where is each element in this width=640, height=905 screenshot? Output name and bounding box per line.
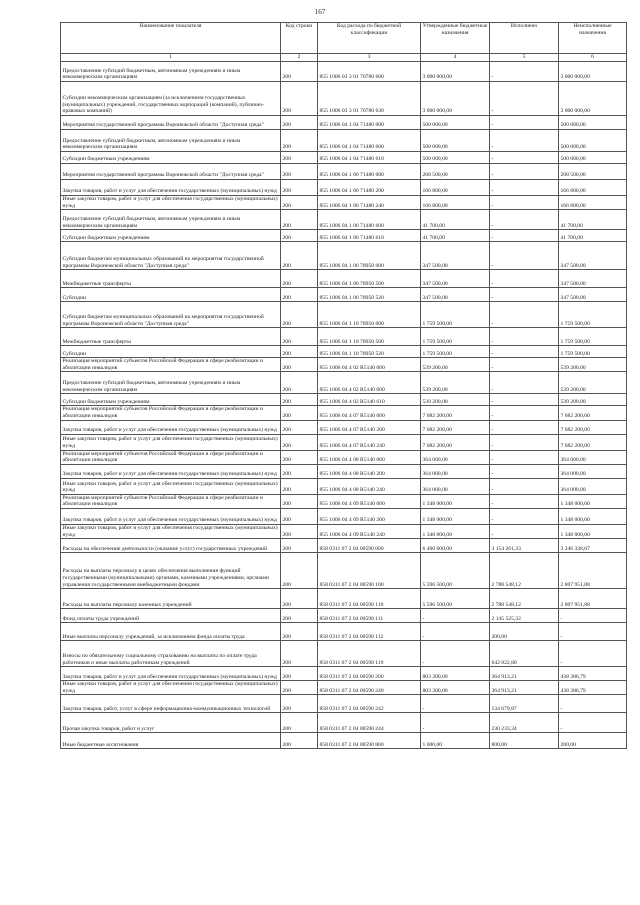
row-executed-cell: - [490, 394, 559, 406]
row-approved-cell: - [421, 623, 490, 641]
row-budget-code-cell: 858 0311 07 2 04 00590 119 [318, 641, 421, 667]
row-budget-code-cell: 855 1006 04 4 02 R5140 600 [318, 372, 421, 394]
row-unexecuted-cell: 41 700,00 [559, 210, 627, 230]
row-line-code-cell: 200 [281, 623, 318, 641]
row-line-code-cell: 200 [281, 164, 318, 180]
row-unexecuted-cell: - [559, 609, 627, 623]
row-unexecuted-cell: 364 000,00 [559, 464, 627, 478]
row-budget-code-cell: 855 1006 04 1 10 78950 000 [318, 302, 421, 328]
row-line-code-cell: 200 [281, 524, 318, 538]
table-row [61, 553, 627, 589]
row-line-code-cell: 200 [281, 152, 318, 164]
row-approved-cell: 347 500,00 [421, 288, 490, 302]
row-budget-code-cell: 855 1006 04 4 07 R5140 000 [318, 406, 421, 420]
row-executed-cell: - [490, 464, 559, 478]
row-unexecuted-cell: 539 200,00 [559, 372, 627, 394]
row-executed-cell: - [490, 508, 559, 524]
row-executed-cell: - [490, 62, 559, 82]
row-line-code-cell: 200 [281, 62, 318, 82]
row-executed-cell: 2 788 548,12 [490, 553, 559, 589]
row-budget-code-cell: 855 1006 04 1 06 78950 500 [318, 270, 421, 288]
row-unexecuted-cell: 166 800,00 [559, 196, 627, 210]
row-unexecuted-cell: 500 000,00 [559, 152, 627, 164]
row-executed-cell: 800,00 [490, 733, 559, 749]
row-line-code-cell: 200 [281, 733, 318, 749]
row-budget-code-cell: 855 1006 04 4 07 R5140 240 [318, 434, 421, 450]
table-row [61, 494, 627, 508]
row-line-code-cell: 200 [281, 302, 318, 328]
table-row [61, 62, 627, 82]
row-budget-code-cell: 855 1006 03 3 01 70780 600 [318, 62, 421, 82]
row-executed-cell: - [490, 130, 559, 152]
table-row [61, 609, 627, 623]
row-name-cell: Предоставление субсидий бюджетным, автономным учреждениям и иным некоммерческим организациям [61, 62, 281, 82]
row-budget-code-cell: 858 0311 07 2 04 00590 800 [318, 733, 421, 749]
row-executed-cell: - [490, 478, 559, 494]
table-row [61, 524, 627, 538]
row-unexecuted-cell: 1 348 000,00 [559, 524, 627, 538]
header-unexecuted: Неисполненные назначения [559, 23, 627, 54]
table-row [61, 116, 627, 130]
row-line-code-cell: 200 [281, 242, 318, 270]
header-executed: Исполнено [490, 23, 559, 54]
row-executed-cell: - [490, 242, 559, 270]
row-name-cell: Расходы на обеспечение деятельности (оказание услуг) государственных учреждений [61, 539, 281, 553]
row-approved-cell: 1 759 500,00 [421, 302, 490, 328]
row-line-code-cell: 200 [281, 420, 318, 434]
row-unexecuted-cell: 41 700,00 [559, 230, 627, 242]
row-executed-cell: 2 145 525,32 [490, 609, 559, 623]
table-row [61, 230, 627, 242]
row-budget-code-cell: 855 1006 04 1 06 71480 200 [318, 180, 421, 196]
row-budget-code-cell: 855 1006 04 4 02 R5140 610 [318, 394, 421, 406]
header-name: Наименование показателя [61, 23, 281, 54]
row-approved-cell: 7 682 200,00 [421, 434, 490, 450]
row-name-cell: Реализация мероприятий субъектов Российской Федерации в сфере реабилитации и абилитации инвалидов [61, 494, 281, 508]
row-name-cell: Закупка товаров, работ и услуг для обеспечения государственных (муниципальных) нужд [61, 508, 281, 524]
row-name-cell: Предоставление субсидий бюджетным, автономным учреждениям и иным некоммерческим организациям [61, 372, 281, 394]
row-approved-cell: 500 000,00 [421, 116, 490, 130]
row-approved-cell: - [421, 609, 490, 623]
row-line-code-cell: 200 [281, 116, 318, 130]
row-unexecuted-cell: 1 348 000,00 [559, 508, 627, 524]
row-budget-code-cell: 855 1006 04 4 09 R5140 000 [318, 494, 421, 508]
row-name-cell: Закупка товаров, работ, услуг в сфере информационно-коммуникационных технологий [61, 695, 281, 713]
row-unexecuted-cell: 539 200,00 [559, 358, 627, 372]
table-row [61, 302, 627, 328]
row-budget-code-cell: 855 1006 04 1 10 78950 520 [318, 346, 421, 358]
row-line-code-cell: 200 [281, 346, 318, 358]
row-approved-cell: 5 596 500,00 [421, 553, 490, 589]
row-unexecuted-cell: - [559, 713, 627, 733]
row-name-cell: Иные закупки товаров, работ и услуг для обеспечения государственных (муниципальных) нужд [61, 478, 281, 494]
table-row [61, 713, 627, 733]
table-row [61, 346, 627, 358]
row-executed-cell: - [490, 406, 559, 420]
table-row [61, 695, 627, 713]
row-budget-code-cell: 855 1006 04 1 06 71480 600 [318, 210, 421, 230]
row-approved-cell: 364 000,00 [421, 464, 490, 478]
row-budget-code-cell: 855 1006 04 1 10 78950 500 [318, 328, 421, 346]
row-approved-cell: 6 400 600,00 [421, 539, 490, 553]
row-executed-cell: - [490, 420, 559, 434]
row-approved-cell: 803 300,00 [421, 667, 490, 681]
row-line-code-cell: 200 [281, 82, 318, 116]
row-name-cell: Закупка товаров, работ и услуг для обеспечения государственных (муниципальных) нужд [61, 180, 281, 196]
row-line-code-cell: 200 [281, 130, 318, 152]
row-unexecuted-cell: 1 348 000,00 [559, 494, 627, 508]
row-line-code-cell: 200 [281, 372, 318, 394]
row-name-cell: Субсидии бюджетным учреждениям [61, 394, 281, 406]
row-executed-cell: - [490, 152, 559, 164]
row-budget-code-cell: 855 1006 04 4 08 R5140 000 [318, 450, 421, 464]
row-line-code-cell: 200 [281, 210, 318, 230]
row-executed-cell: - [490, 434, 559, 450]
row-unexecuted-cell: 3 246 338,67 [559, 539, 627, 553]
table-body [61, 62, 627, 749]
row-budget-code-cell: 855 1006 04 1 06 71480 000 [318, 164, 421, 180]
row-line-code-cell: 200 [281, 667, 318, 681]
row-unexecuted-cell: 500 000,00 [559, 130, 627, 152]
table-row [61, 358, 627, 372]
row-approved-cell: - [421, 713, 490, 733]
row-budget-code-cell: 858 0311 07 2 04 00590 242 [318, 695, 421, 713]
table-row [61, 196, 627, 210]
row-budget-code-cell: 855 1006 04 1 06 71480 240 [318, 196, 421, 210]
row-approved-cell: - [421, 641, 490, 667]
table-row [61, 210, 627, 230]
row-name-cell: Мероприятия государственной программы Воронежской области "Доступная среда" [61, 164, 281, 180]
row-line-code-cell: 200 [281, 270, 318, 288]
row-budget-code-cell: 855 1006 04 4 09 R5140 200 [318, 508, 421, 524]
row-unexecuted-cell: 347 500,00 [559, 242, 627, 270]
table-row [61, 288, 627, 302]
row-executed-cell: - [490, 196, 559, 210]
table-row [61, 434, 627, 450]
row-executed-cell: - [490, 328, 559, 346]
table-row [61, 130, 627, 152]
row-name-cell: Прочая закупка товаров, работ и услуг [61, 713, 281, 733]
row-executed-cell: 2 788 548,12 [490, 589, 559, 609]
row-name-cell: Иные бюджетные ассигнования [61, 733, 281, 749]
row-unexecuted-cell: 500 000,00 [559, 116, 627, 130]
row-approved-cell: 3 000 000,00 [421, 62, 490, 82]
row-line-code-cell: 200 [281, 478, 318, 494]
row-executed-cell: 134 679,87 [490, 695, 559, 713]
row-unexecuted-cell: 166 800,00 [559, 180, 627, 196]
row-executed-cell: - [490, 270, 559, 288]
row-unexecuted-cell: 438 386,79 [559, 681, 627, 695]
row-approved-cell: 7 682 200,00 [421, 406, 490, 420]
row-line-code-cell: 200 [281, 328, 318, 346]
row-line-code-cell: 200 [281, 450, 318, 464]
row-approved-cell: 1 348 000,00 [421, 524, 490, 538]
row-approved-cell: 41 700,00 [421, 210, 490, 230]
row-name-cell: Фонд оплаты труда учреждений [61, 609, 281, 623]
row-executed-cell: - [490, 116, 559, 130]
row-name-cell: Закупка товаров, работ и услуг для обеспечения государственных (муниципальных) нужд [61, 464, 281, 478]
row-executed-cell: - [490, 524, 559, 538]
row-executed-cell: - [490, 180, 559, 196]
row-budget-code-cell: 858 0311 07 2 04 00590 111 [318, 609, 421, 623]
row-name-cell: Мероприятия государственной программы Воронежской области "Доступная среда" [61, 116, 281, 130]
row-approved-cell: 539 200,00 [421, 394, 490, 406]
row-name-cell: Реализация мероприятий субъектов Российской Федерации в сфере реабилитации и абилитации инвалидов [61, 358, 281, 372]
row-budget-code-cell: 855 1006 04 1 06 71480 610 [318, 230, 421, 242]
row-budget-code-cell: 855 1006 04 1 04 71480 600 [318, 130, 421, 152]
row-approved-cell: 347 500,00 [421, 242, 490, 270]
row-executed-cell: 230 233,34 [490, 713, 559, 733]
row-executed-cell: - [490, 288, 559, 302]
row-executed-cell: - [490, 494, 559, 508]
row-name-cell: Иные закупки товаров, работ и услуг для обеспечения государственных (муниципальных) нужд [61, 434, 281, 450]
row-line-code-cell: 200 [281, 589, 318, 609]
row-approved-cell: 1 348 000,00 [421, 494, 490, 508]
table-row [61, 242, 627, 270]
row-executed-cell: - [490, 230, 559, 242]
row-approved-cell: 539 200,00 [421, 372, 490, 394]
table-row [61, 270, 627, 288]
row-budget-code-cell: 858 0311 07 2 04 00590 200 [318, 667, 421, 681]
table-row [61, 406, 627, 420]
row-approved-cell: 803 300,00 [421, 681, 490, 695]
row-line-code-cell: 200 [281, 681, 318, 695]
column-number: 3 [318, 54, 421, 62]
row-name-cell: Межбюджетные трансферты [61, 270, 281, 288]
header-budget-code: Код расхода по бюджетной классификации [318, 23, 421, 54]
row-approved-cell: 364 000,00 [421, 450, 490, 464]
row-name-cell: Расходы на выплаты персоналу казенных учреждений [61, 589, 281, 609]
row-unexecuted-cell: - [559, 641, 627, 667]
table-row [61, 82, 627, 116]
row-line-code-cell: 200 [281, 508, 318, 524]
row-line-code-cell: 200 [281, 288, 318, 302]
row-approved-cell: 166 800,00 [421, 180, 490, 196]
table-row [61, 450, 627, 464]
row-name-cell: Субсидии бюджетным учреждениям [61, 230, 281, 242]
row-approved-cell: 7 682 200,00 [421, 420, 490, 434]
row-name-cell: Расходы на выплаты персоналу в целях обеспечения выполнения функций государственными (муниципальными) органами, казенными учреждениями, органами управления государственными внебюджетными фондами [61, 553, 281, 589]
row-line-code-cell: 200 [281, 641, 318, 667]
row-budget-code-cell: 855 1006 04 4 08 R5140 200 [318, 464, 421, 478]
row-line-code-cell: 200 [281, 434, 318, 450]
row-unexecuted-cell: 7 682 200,00 [559, 406, 627, 420]
row-name-cell: Иные выплаты персоналу учреждений, за исключением фонда оплаты труда [61, 623, 281, 641]
row-budget-code-cell: 855 1006 04 4 07 R5140 200 [318, 420, 421, 434]
row-line-code-cell: 200 [281, 494, 318, 508]
table-row [61, 164, 627, 180]
column-number-row [61, 54, 627, 62]
column-number: 2 [281, 54, 318, 62]
row-executed-cell: - [490, 346, 559, 358]
row-name-cell: Субсидии бюджетным учреждениям [61, 152, 281, 164]
table-row [61, 180, 627, 196]
row-executed-cell: - [490, 164, 559, 180]
header-row [61, 23, 627, 54]
row-unexecuted-cell: 2 807 951,88 [559, 589, 627, 609]
header-line-code: Код строки [281, 23, 318, 54]
row-name-cell: Субсидии бюджетам муниципальных образований на мероприятия государственной программы Воронежской области "Доступная среда" [61, 302, 281, 328]
table-row [61, 508, 627, 524]
row-budget-code-cell: 855 1006 04 1 04 71480 000 [318, 116, 421, 130]
row-name-cell: Субсидии [61, 288, 281, 302]
column-number: 6 [559, 54, 627, 62]
row-approved-cell: - [421, 695, 490, 713]
row-approved-cell: 166 800,00 [421, 196, 490, 210]
table-row [61, 420, 627, 434]
row-name-cell: Субсидии некоммерческим организациям (за исключением государственных (муниципальных) учреждений, государственных корпораций (компаний), публично-правовых компаний) [61, 82, 281, 116]
row-executed-cell: - [490, 450, 559, 464]
row-line-code-cell: 200 [281, 713, 318, 733]
row-unexecuted-cell: 7 682 200,00 [559, 434, 627, 450]
row-name-cell: Предоставление субсидий бюджетным, автономным учреждениям и иным некоммерческим организациям [61, 130, 281, 152]
row-budget-code-cell: 858 0311 07 2 04 00590 110 [318, 589, 421, 609]
row-line-code-cell: 200 [281, 394, 318, 406]
row-approved-cell: 208 500,00 [421, 164, 490, 180]
row-executed-cell: - [490, 302, 559, 328]
table-row [61, 464, 627, 478]
row-name-cell: Реализация мероприятий субъектов Российской Федерации в сфере реабилитации и абилитации инвалидов [61, 450, 281, 464]
row-unexecuted-cell: 3 000 000,00 [559, 62, 627, 82]
row-unexecuted-cell: 364 000,00 [559, 450, 627, 464]
budget-report-table [60, 22, 627, 749]
header-approved: Утвержденные бюджетные назначения [421, 23, 490, 54]
row-line-code-cell: 200 [281, 406, 318, 420]
row-budget-code-cell: 855 1006 04 4 02 R5140 000 [318, 358, 421, 372]
row-unexecuted-cell: 200,00 [559, 733, 627, 749]
table-row [61, 641, 627, 667]
row-name-cell: Закупка товаров, работ и услуг для обеспечения государственных (муниципальных) нужд [61, 420, 281, 434]
row-budget-code-cell: 855 1006 04 4 09 R5140 240 [318, 524, 421, 538]
row-executed-cell: - [490, 82, 559, 116]
row-executed-cell: - [490, 372, 559, 394]
row-line-code-cell: 200 [281, 553, 318, 589]
row-budget-code-cell: 858 0311 07 2 04 00590 000 [318, 539, 421, 553]
row-line-code-cell: 200 [281, 464, 318, 478]
row-budget-code-cell: 858 0311 07 2 04 00590 244 [318, 713, 421, 733]
row-budget-code-cell: 855 1006 04 1 06 78950 520 [318, 288, 421, 302]
table-row [61, 623, 627, 641]
row-unexecuted-cell: - [559, 623, 627, 641]
row-name-cell: Иные закупки товаров, работ и услуг для обеспечения государственных (муниципальных) нужд [61, 681, 281, 695]
row-approved-cell: 1 759 500,00 [421, 346, 490, 358]
table-row [61, 328, 627, 346]
row-unexecuted-cell: 438 386,79 [559, 667, 627, 681]
row-budget-code-cell: 855 1006 04 4 08 R5140 240 [318, 478, 421, 494]
table-row [61, 681, 627, 695]
row-unexecuted-cell: 1 759 500,00 [559, 346, 627, 358]
row-name-cell: Реализация мероприятий субъектов Российской Федерации в сфере реабилитации и абилитации инвалидов [61, 406, 281, 420]
row-approved-cell: 347 500,00 [421, 270, 490, 288]
row-unexecuted-cell: 1 759 500,00 [559, 328, 627, 346]
table-row [61, 394, 627, 406]
row-unexecuted-cell: 208 500,00 [559, 164, 627, 180]
row-unexecuted-cell: 347 500,00 [559, 288, 627, 302]
row-unexecuted-cell: 364 000,00 [559, 478, 627, 494]
row-line-code-cell: 200 [281, 695, 318, 713]
row-approved-cell: 1 348 000,00 [421, 508, 490, 524]
row-name-cell: Субсидии бюджетам муниципальных образований на мероприятия государственной программы Воронежской области "Доступная среда" [61, 242, 281, 270]
table-row [61, 667, 627, 681]
row-name-cell: Иные закупки товаров, работ и услуг для обеспечения государственных (муниципальных) нужд [61, 196, 281, 210]
row-name-cell: Предоставление субсидий бюджетным, автономным учреждениям и иным некоммерческим организациям [61, 210, 281, 230]
row-unexecuted-cell: 2 807 951,88 [559, 553, 627, 589]
row-approved-cell: 1 759 500,00 [421, 328, 490, 346]
table-row [61, 733, 627, 749]
row-unexecuted-cell: 347 500,00 [559, 270, 627, 288]
row-name-cell: Иные закупки товаров, работ и услуг для обеспечения государственных (муниципальных) нужд [61, 524, 281, 538]
row-name-cell: Взносы по обязательному социальному страхованию на выплаты по оплате труда работников и иные выплаты работникам учреждений [61, 641, 281, 667]
row-budget-code-cell: 855 1006 03 3 01 70780 630 [318, 82, 421, 116]
row-executed-cell: 642 822,80 [490, 641, 559, 667]
table-row [61, 539, 627, 553]
row-budget-code-cell: 858 0311 07 2 04 00590 100 [318, 553, 421, 589]
row-executed-cell: - [490, 358, 559, 372]
row-name-cell: Межбюджетные трансферты [61, 328, 281, 346]
page-number: 167 [314, 8, 326, 16]
row-executed-cell: 364 913,21 [490, 681, 559, 695]
row-line-code-cell: 200 [281, 539, 318, 553]
row-executed-cell: 3 154 261,33 [490, 539, 559, 553]
row-budget-code-cell: 855 1006 04 1 04 71480 610 [318, 152, 421, 164]
column-number: 4 [421, 54, 490, 62]
row-line-code-cell: 200 [281, 609, 318, 623]
row-line-code-cell: 200 [281, 180, 318, 196]
column-number: 5 [490, 54, 559, 62]
row-approved-cell: 41 700,00 [421, 230, 490, 242]
row-name-cell: Закупка товаров, работ и услуг для обеспечения государственных (муниципальных) нужд [61, 667, 281, 681]
row-unexecuted-cell: - [559, 695, 627, 713]
table-row [61, 372, 627, 394]
row-budget-code-cell: 858 0311 07 2 04 00590 240 [318, 681, 421, 695]
row-name-cell: Субсидии [61, 346, 281, 358]
row-unexecuted-cell: 1 759 500,00 [559, 302, 627, 328]
row-unexecuted-cell: 3 000 000,00 [559, 82, 627, 116]
row-approved-cell: 5 596 500,00 [421, 589, 490, 609]
row-executed-cell: 200,00 [490, 623, 559, 641]
row-unexecuted-cell: 539 200,00 [559, 394, 627, 406]
row-approved-cell: 500 000,00 [421, 152, 490, 164]
row-budget-code-cell: 855 1006 04 1 06 78950 000 [318, 242, 421, 270]
row-unexecuted-cell: 7 682 200,00 [559, 420, 627, 434]
row-line-code-cell: 200 [281, 358, 318, 372]
row-line-code-cell: 200 [281, 196, 318, 210]
row-approved-cell: 3 000 000,00 [421, 82, 490, 116]
column-number: 1 [61, 54, 281, 62]
row-executed-cell: - [490, 210, 559, 230]
row-executed-cell: 364 913,21 [490, 667, 559, 681]
row-budget-code-cell: 858 0311 07 2 04 00590 112 [318, 623, 421, 641]
table-row [61, 478, 627, 494]
table-row [61, 152, 627, 164]
row-approved-cell: 500 000,00 [421, 130, 490, 152]
row-line-code-cell: 200 [281, 230, 318, 242]
table-row [61, 589, 627, 609]
row-approved-cell: 539 200,00 [421, 358, 490, 372]
row-approved-cell: 364 000,00 [421, 478, 490, 494]
row-approved-cell: 1 000,00 [421, 733, 490, 749]
